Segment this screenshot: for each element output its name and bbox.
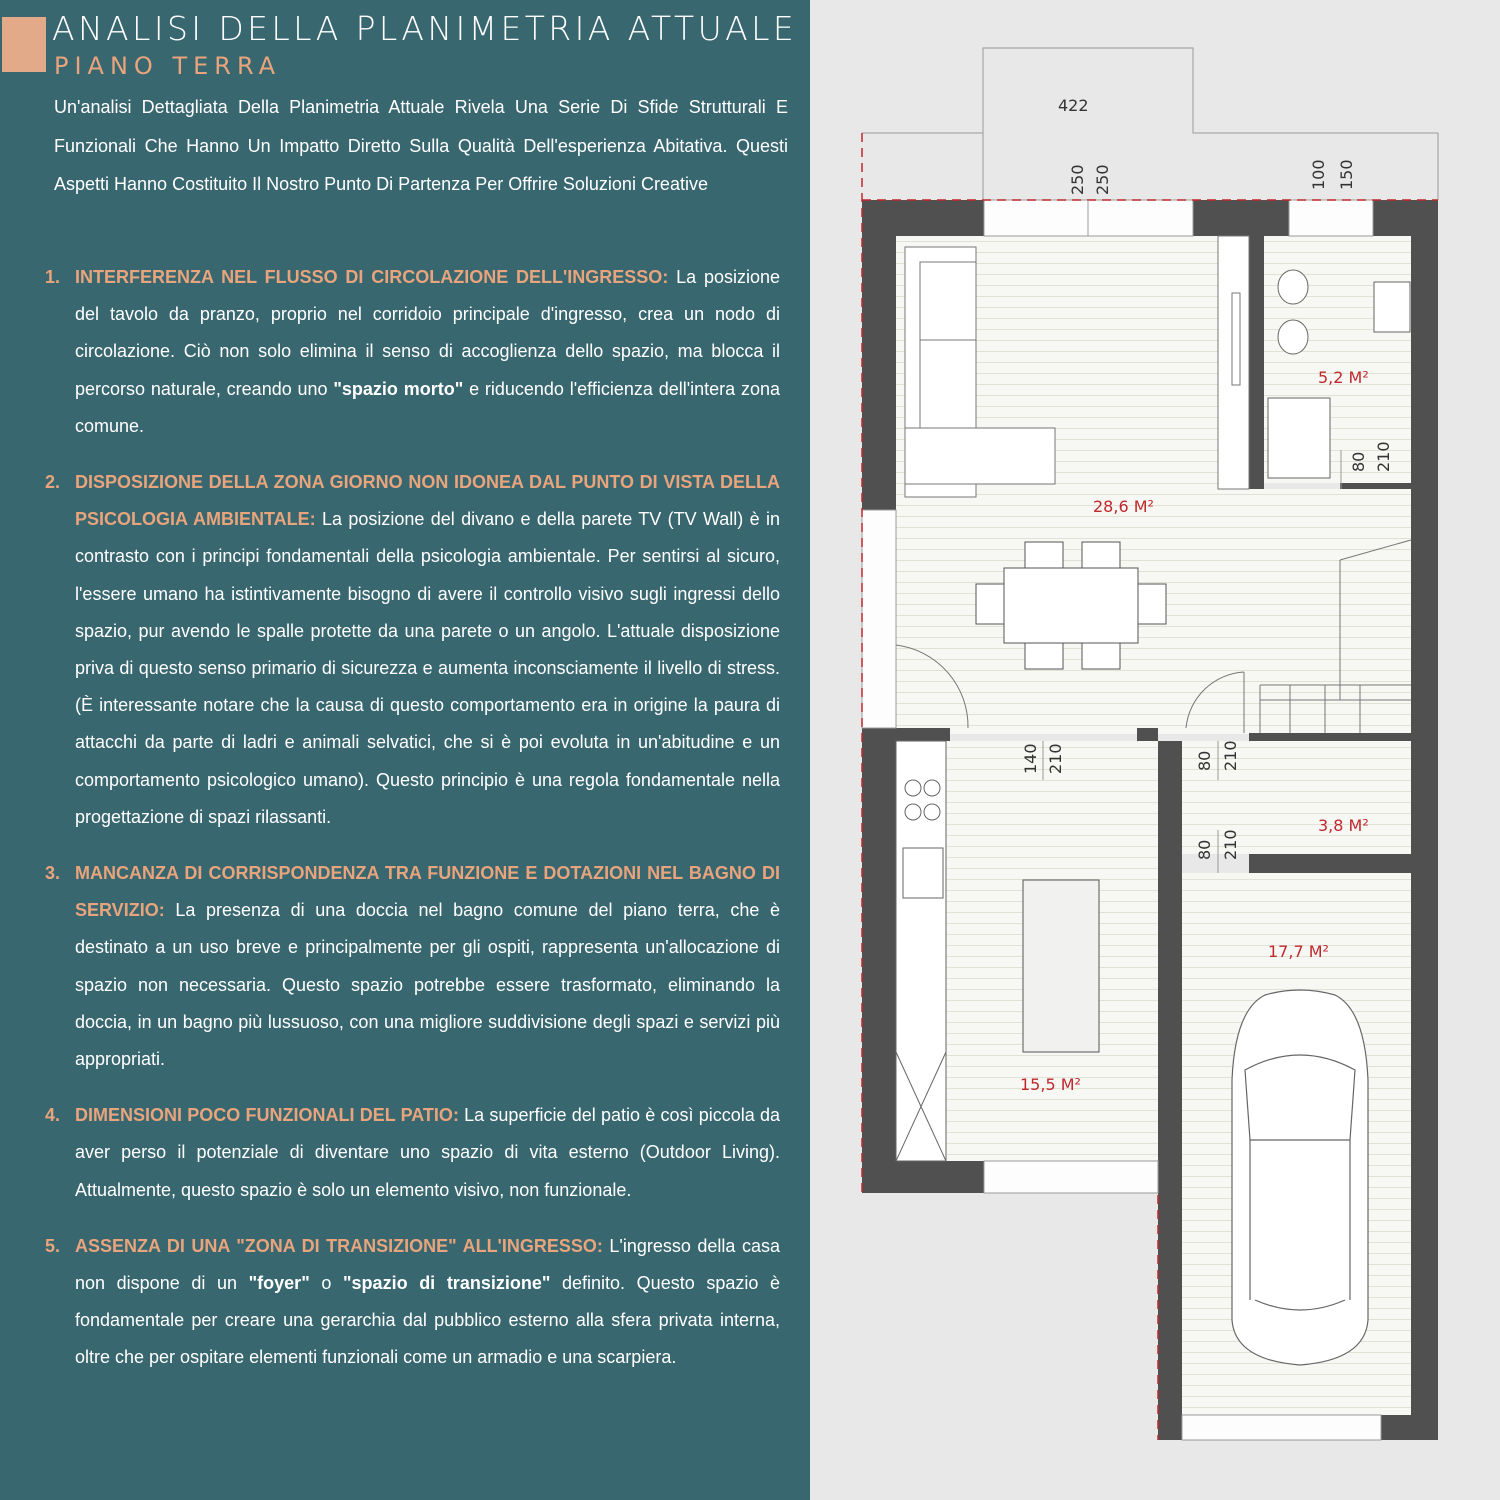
issue-item-4: [0, 1097, 780, 1209]
car-outline: [1232, 990, 1368, 1365]
area-garage: 17,7 M²: [1268, 942, 1329, 961]
dim-window-2a: 100: [1309, 159, 1328, 190]
dim-window-2b: 150: [1337, 159, 1356, 190]
dim-hall-a: 80: [1195, 750, 1214, 771]
issue-heading-colon: :: [309, 509, 316, 530]
issue-text-2: o: [309, 1273, 344, 1294]
issue-text: La presenza di una doccia nel bagno comune del piano terra, che è destinato a un uso breve e principalmente per gli ospiti, rappresenta un'allocazione di spazio non necessaria. Questo spazio potrebbe essere trasformato, eliminando la doccia, in un bagno più lussuoso, con una migliore suddivisione degli spazi e servizi più appropriati.: [75, 900, 780, 1070]
issue-number: 2.: [45, 472, 61, 493]
area-bathroom: 5,2 M²: [1318, 368, 1369, 387]
tv-wall: [1218, 236, 1249, 489]
issue-text-2: e riducendo l'efficienza dell'intera zona comune.: [75, 378, 781, 436]
area-hall: 3,8 M²: [1318, 816, 1369, 835]
dim-window-1a: 250: [1068, 164, 1087, 195]
issue-text-3: definito. Questo spazio è fondamentale per creare una gerarchia dal pubblico esterno alla sfera privata interna, oltre che per ospitare elementi funzionali come un armadio e una scarpiera.: [75, 1273, 781, 1368]
issue-item-3: [0, 855, 780, 1078]
kitchen-counter: [896, 741, 946, 1161]
issue-number: 3.: [45, 863, 61, 884]
dim-bath-door-a: 80: [1349, 451, 1368, 472]
issue-heading-colon: :: [596, 1235, 603, 1256]
issue-heading: ASSENZA DI UNA "ZONA DI TRANSIZIONE" ALL'INGRESSO: [75, 1235, 597, 1256]
issue-item-5: [0, 1228, 780, 1377]
issue-item-2: [0, 464, 780, 836]
floor-plan: [810, 0, 1500, 1500]
issue-text: La posizione del tavolo da pranzo, proprio nel corridoio principale d'ingresso, crea un nodo di circolazione. Ciò non solo elimina il senso di accoglienza dello spazio, ma blocca il percorso naturale, creando uno: [75, 267, 780, 399]
issue-text: L'ingresso della casa non dispone di un: [75, 1235, 780, 1294]
issue-number: 1.: [45, 267, 61, 287]
dim-kitchen-b: 210: [1046, 743, 1065, 774]
title-accent-block: [2, 17, 46, 72]
issue-heading: DIMENSIONI POCO FUNZIONALI DEL PATIO: [75, 1105, 453, 1126]
kitchen-island: [1023, 880, 1099, 1052]
issue-heading-colon: :: [452, 1105, 459, 1126]
issue-bold-text-2: "spazio di transizione": [343, 1273, 551, 1294]
issue-heading: INTERFERENZA NEL FLUSSO DI CIRCOLAZIONE DELL'INGRESSO: [75, 267, 663, 287]
dim-garage-b: 210: [1221, 829, 1240, 860]
issue-heading: MANCANZA DI CORRISPONDENZA TRA FUNZIONE E DOTAZIONI NEL BAGNO DI SERVIZIO: [75, 863, 780, 921]
issue-heading-colon: :: [158, 900, 165, 921]
area-kitchen: 15,5 M²: [1020, 1075, 1081, 1094]
dim-422: 422: [1058, 96, 1089, 115]
issue-bold-text: "foyer": [248, 1273, 310, 1294]
issue-text: La superficie del patio è così piccola da aver perso il potenziale di diventare uno spazio di vita esterno (Outdoor Living). Attualmente, questo spazio è solo un elemento visivo, non funzionale.: [75, 1105, 780, 1200]
dim-bath-door-b: 210: [1374, 441, 1393, 472]
page-subtitle: PIANO TERRA: [54, 52, 282, 80]
issue-number: 4.: [45, 1105, 61, 1126]
area-living: 28,6 M²: [1093, 497, 1154, 516]
issue-number: 5.: [45, 1235, 61, 1256]
dim-garage-a: 80: [1195, 839, 1214, 860]
issue-bold-text: "spazio morto": [333, 378, 464, 399]
issue-heading: DISPOSIZIONE DELLA ZONA GIORNO NON IDONEA DAL PUNTO DI VISTA DELLA PSICOLOGIA AMBIENTALE: [75, 472, 780, 530]
dim-hall-b: 210: [1221, 740, 1240, 771]
intro-paragraph: Un'analisi Dettagliata Della Planimetria Attuale Rivela Una Serie Di Sfide Strutturali E Funzionali Che Hanno Un Impatto Diretto Sulla Qualità Dell'esperienza Abitativa. Questi Aspetti Hanno Costituito Il Nostro Punto Di Partenza Per Offrire Soluzioni Creative: [54, 97, 788, 194]
dim-kitchen-a: 140: [1021, 743, 1040, 774]
issue-item-1: [0, 259, 780, 445]
issue-list: [0, 259, 810, 1396]
issue-text: La posizione del divano e della parete TV (TV Wall) è in contrasto con i principi fondamentali della psicologia ambientale. Per sentirsi al sicuro, l'essere umano ha istintivamente bisogno di avere il controllo visivo sugli ingressi dello spazio, pur avendo le spalle protette da una parete o un angolo. L'attuale disposizione priva di questo senso primario di sicurezza e aumenta inconsciamente il livello di stress. (È interessante notare che la causa di questo comportamento era in origine la paura di attacchi da parte di ladri e animali selvatici, che si è poi evoluta in un'abitudine e un comportamento psicologico umano). Questo principio è una regola fondamentale nella progettazione di spazi rilassanti.: [75, 509, 780, 827]
page-title: ANALISI DELLA PLANIMETRIA ATTUALE: [52, 9, 798, 48]
dim-window-1b: 250: [1093, 164, 1112, 195]
issue-heading-colon: :: [662, 267, 669, 287]
